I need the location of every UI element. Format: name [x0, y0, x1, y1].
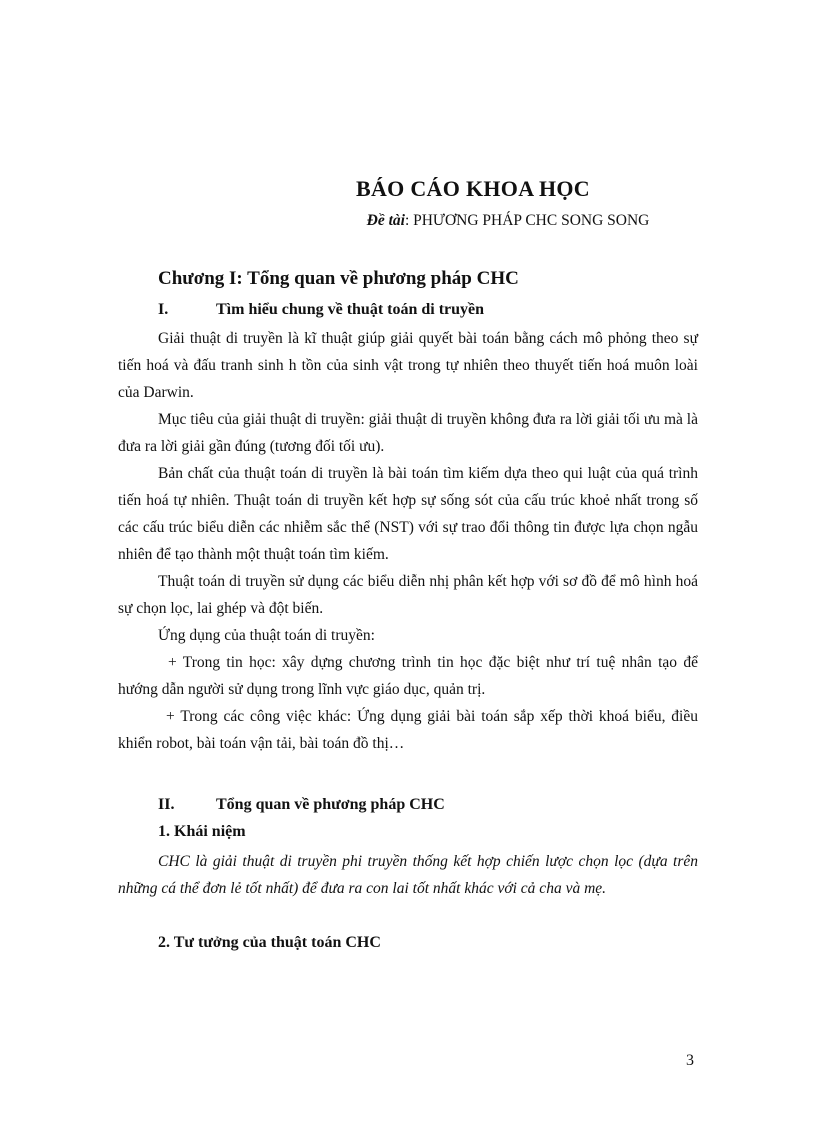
paragraph: Giải thuật di truyền là kĩ thuật giúp giải quyết bài toán bằng cách mô phỏng theo sự tiến hoá và đấu tranh sinh h tồn của sinh vật trong tự nhiên theo thuyết tiến hoá muôn loài của Darwin. [118, 330, 698, 401]
section-1-title: Tìm hiểu chung về thuật toán di truyền [216, 301, 485, 318]
subsection-concept-heading: 1. Khái niệm [158, 823, 246, 840]
section-2-title: Tổng quan về phương pháp CHC [216, 796, 445, 813]
concept-paragraph: CHC là giải thuật di truyền phi truyền thống kết hợp chiến lược chọn lọc (dựa trên những cá thể đơn lẻ tốt nhất) để đưa ra con lai tốt nhất khác với cả cha và mẹ. [118, 853, 698, 897]
bullet-paragraph: + Trong các công việc khác: Ứng dụng giải bài toán sắp xếp thời khoá biểu, điều khiển robot, bài toán vận tải, bài toán đồ thị… [118, 708, 698, 752]
section-1-number: I. [158, 301, 169, 318]
paragraph: Ứng dụng của thuật toán di truyền: [158, 627, 375, 644]
report-subtitle [0, 212, 816, 230]
page-number: 3 [686, 1052, 694, 1069]
section-2-heading [158, 796, 445, 814]
subsection-idea-heading: 2. Tư tưởng của thuật toán CHC [158, 934, 381, 951]
section-1-heading [158, 301, 484, 319]
report-title: BÁO CÁO KHOA HỌC [356, 176, 590, 201]
bullet-paragraph: + Trong tin học: xây dựng chương trình tin học đặc biệt như trí tuệ nhân tạo để hướng dẫn người sử dụng trong lĩnh vực giáo dục, quản trị. [118, 654, 698, 698]
chapter-title: Chương I: Tổng quan về phương pháp CHC [158, 268, 519, 289]
subtitle-text: : PHƯƠNG PHÁP CHC SONG SONG [404, 212, 650, 229]
paragraph: Mục tiêu của giải thuật di truyền: giải thuật di truyền không đưa ra lời giải tối ưu mà là đưa ra lời giải gần đúng (tương đối tối ưu). [118, 411, 698, 455]
section-1-body [118, 325, 698, 757]
paragraph: Bản chất của thuật toán di truyền là bài toán tìm kiếm dựa theo qui luật của quá trình tiến hoá tự nhiên. Thuật toán di truyền kết hợp sự sống sót của cấu trúc khoẻ nhất trong số các cấu trúc biểu diễn các nhiễm sắc thể (NST) với sự trao đổi thông tin được lựa chọn ngẫu nhiên để tạo thành một thuật toán tìm kiếm. [118, 465, 698, 563]
concept-body [118, 848, 698, 902]
subtitle-label: Đề tài [366, 212, 405, 229]
paragraph: Thuật toán di truyền sử dụng các biểu diễn nhị phân kết hợp với sơ đồ để mô hình hoá sự chọn lọc, lai ghép và đột biến. [118, 573, 698, 617]
section-2-number: II. [158, 796, 175, 813]
